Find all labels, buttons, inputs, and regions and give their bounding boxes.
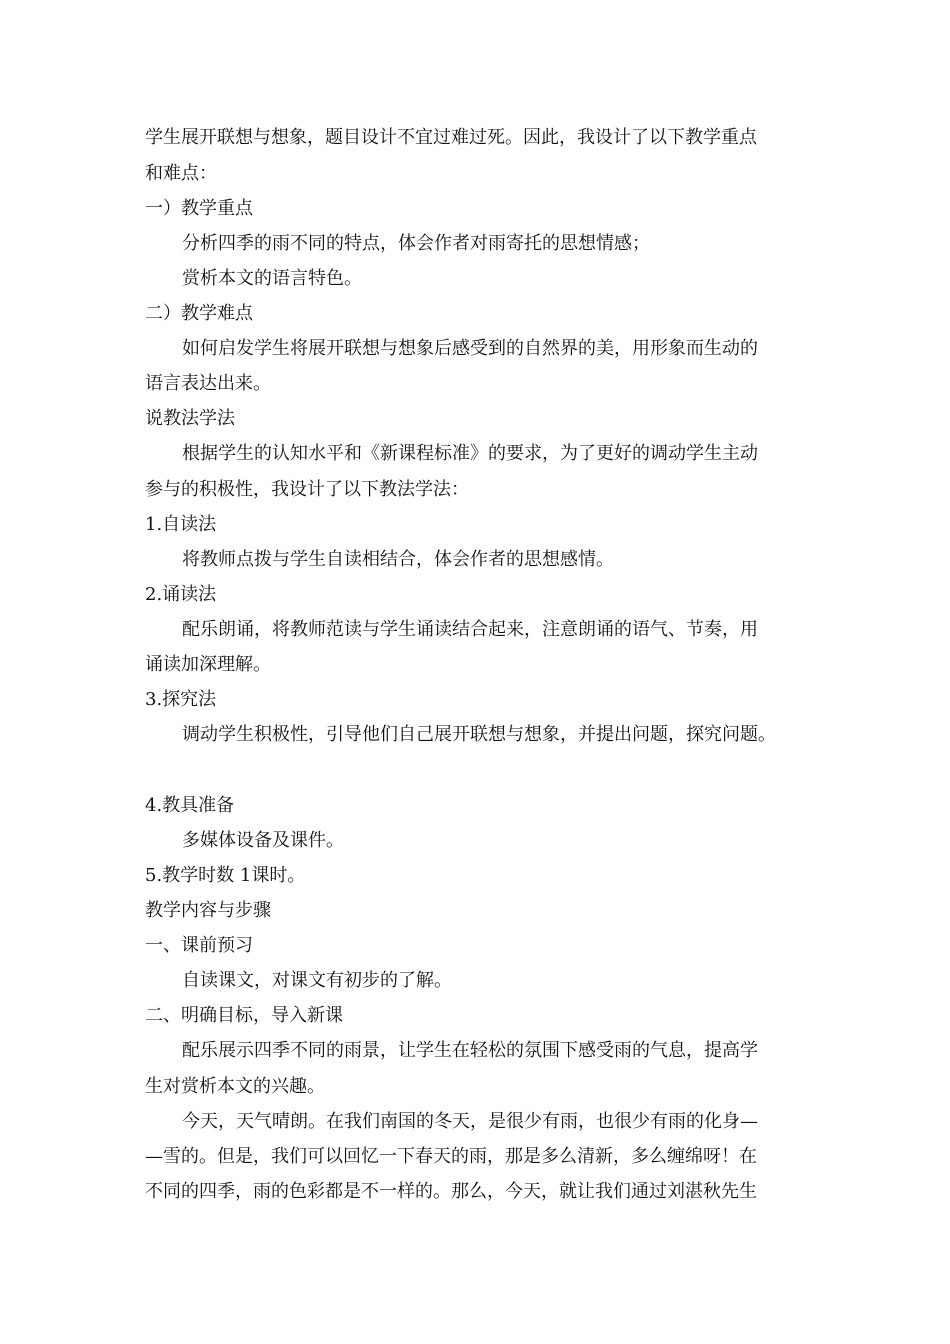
section-heading: 4.教具准备	[145, 795, 235, 816]
paragraph-line: 学生展开联想与想象，题目设计不宜过难过死。因此，我设计了以下教学重点	[145, 127, 757, 148]
paragraph-line: 如何启发学生将展开联想与想象后感受到的自然界的美，用形象而生动的	[182, 338, 758, 359]
paragraph-line: 赏析本文的语言特色。	[182, 268, 362, 289]
paragraph-line: 配乐朗诵，将教师范读与学生诵读结合起来，注意朗诵的语气、节奏，用	[182, 619, 758, 640]
paragraph-line: 调动学生积极性，引导他们自己展开联想与想象，并提出问题，探究问题。	[182, 724, 776, 745]
paragraph-line: 诵读加深理解。	[145, 654, 271, 675]
paragraph-line: 和难点：	[145, 163, 217, 184]
section-heading: 一）教学重点	[145, 198, 253, 219]
paragraph-line: 参与的积极性，我设计了以下教法学法：	[145, 479, 469, 500]
paragraph-line: 今天，天气晴朗。在我们南国的冬天，是很少有雨，也很少有雨的化身—	[182, 1111, 758, 1132]
paragraph-line: 多媒体设备及课件。	[182, 830, 344, 851]
paragraph-line: 分析四季的雨不同的特点，体会作者对雨寄托的思想情感；	[182, 233, 650, 254]
section-heading: 5.教学时数 1课时。	[145, 865, 306, 886]
paragraph-line: 语言表达出来。	[145, 373, 271, 394]
paragraph-line: 自读课文，对课文有初步的了解。	[182, 970, 452, 991]
paragraph-line: 生对赏析本文的兴趣。	[145, 1076, 325, 1097]
paragraph-line: —雪的。但是，我们可以回忆一下春天的雨，那是多么清新，多么缠绵呀！在	[145, 1146, 757, 1167]
section-heading: 说教法学法	[145, 408, 235, 429]
paragraph-line: 根据学生的认知水平和《新课程标准》的要求，为了更好的调动学生主动	[182, 443, 758, 464]
section-heading: 二）教学难点	[145, 303, 253, 324]
section-heading: 1.自读法	[145, 514, 217, 535]
paragraph-line: 配乐展示四季不同的雨景，让学生在轻松的氛围下感受雨的气息，提高学	[182, 1040, 758, 1061]
section-heading: 2.诵读法	[145, 584, 217, 605]
section-heading: 教学内容与步骤	[145, 900, 271, 921]
paragraph-line: 不同的四季，雨的色彩都是不一样的。那么，今天，就让我们通过刘湛秋先生	[145, 1181, 757, 1202]
section-heading: 二、明确目标，导入新课	[145, 1005, 343, 1026]
section-heading: 3.探究法	[145, 689, 217, 710]
section-heading: 一、课前预习	[145, 935, 253, 956]
paragraph-line: 将教师点拨与学生自读相结合，体会作者的思想感情。	[182, 549, 614, 570]
